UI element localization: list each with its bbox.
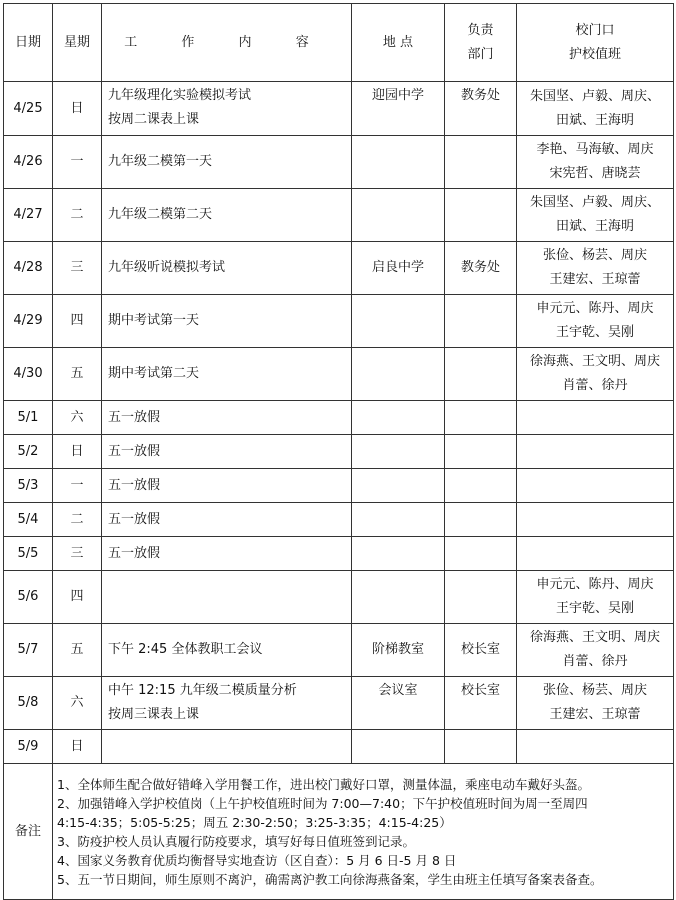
cell-dept [445,503,517,537]
cell-date: 4/28 [4,242,53,295]
cell-duty-line: 朱国坚、卢毅、周庆、 [529,195,660,210]
note-item: 4:15-4:35；5:05-5:25；周五 2:30-2:50；3:25-3:35；4:15-4:25） [57,814,452,830]
cell-date: 5/1 [4,401,53,435]
cell-weekday: 六 [53,677,102,730]
cell-dept: 校长室 [445,624,517,677]
cell-content [102,348,352,401]
cell-duty-line: 王宇乾、吴刚 [555,601,634,616]
cell-content-line: 九年级二模第一天 [108,154,213,169]
cell-weekday: 日 [53,730,102,764]
cell-duty [517,242,674,295]
table-row [4,677,674,730]
cell-dept: 校长室 [445,677,517,730]
cell-duty-line: 王宇乾、吴刚 [555,325,634,340]
note-item: 5、五一节日期间，师生原则不离沪，确需离沪教工向徐海燕备案，学生由班主任填写备案表备查。 [57,871,603,887]
table-row [4,503,674,537]
cell-duty [517,136,674,189]
cell-location [352,537,445,571]
cell-duty-line: 徐海燕、王文明、周庆 [529,354,660,369]
table-row [4,136,674,189]
header-dept-line1: 负责 [467,22,494,38]
cell-duty [517,469,674,503]
header-row [4,4,674,82]
cell-content [102,503,352,537]
cell-content-line: 五一放假 [108,477,161,493]
cell-content [102,242,352,295]
header-dept [445,4,517,82]
cell-content [102,189,352,242]
cell-duty-line: 肖蕾、徐丹 [562,378,628,393]
cell-location [352,435,445,469]
cell-content-line: 下午 2:45 全体教职工会议 [108,642,263,657]
cell-date: 5/7 [4,624,53,677]
cell-content-line: 按周三课表上课 [108,707,200,722]
cell-date: 4/27 [4,189,53,242]
cell-content [102,469,352,503]
cell-duty [517,503,674,537]
table-row [4,537,674,571]
cell-weekday: 一 [53,136,102,189]
header-date: 日期 [4,4,53,82]
cell-weekday: 五 [53,624,102,677]
cell-content [102,136,352,189]
cell-duty-line: 申元元、陈丹、周庆 [536,577,654,592]
cell-duty-line: 申元元、陈丹、周庆 [536,301,654,316]
cell-content-line: 五一放假 [108,545,161,561]
cell-duty-line: 王建宏、王琼蕾 [549,272,641,287]
cell-date: 5/8 [4,677,53,730]
cell-content [102,677,352,730]
cell-dept [445,730,517,764]
cell-dept [445,189,517,242]
cell-content-line: 期中考试第一天 [108,313,200,328]
table-row [4,624,674,677]
cell-content-line: 五一放假 [108,511,161,527]
cell-dept [445,537,517,571]
cell-duty [517,435,674,469]
cell-content [102,537,352,571]
header-dept-line2: 部门 [467,46,494,62]
cell-content [102,571,352,624]
cell-content-line: 按周二课表上课 [108,112,200,127]
cell-weekday: 一 [53,469,102,503]
header-duty-line2: 护校值班 [568,46,621,62]
cell-weekday: 六 [53,401,102,435]
cell-duty-line: 徐海燕、王文明、周庆 [529,630,660,645]
notes-content [53,764,674,900]
cell-duty [517,295,674,348]
cell-dept: 教务处 [445,242,517,295]
table-row [4,295,674,348]
cell-content [102,730,352,764]
table-row [4,82,674,136]
cell-duty-line: 田斌、王海明 [555,112,634,128]
cell-duty-line: 宋宪哲、唐晓芸 [549,166,641,181]
cell-location: 启良中学 [352,242,445,295]
cell-dept [445,136,517,189]
cell-content [102,624,352,677]
cell-weekday: 四 [53,571,102,624]
cell-content-line: 九年级理化实验模拟考试 [108,88,252,103]
cell-location [352,469,445,503]
cell-weekday: 三 [53,242,102,295]
note-item: 3、防疫护校人员认真履行防疫要求，填写好每日值班签到记录。 [57,833,415,849]
cell-location: 阶梯教室 [352,624,445,677]
notes-label: 备注 [4,764,53,900]
cell-content [102,295,352,348]
cell-duty [517,537,674,571]
cell-weekday: 日 [53,435,102,469]
cell-duty-line: 肖蕾、徐丹 [562,654,628,669]
cell-content [102,82,352,136]
cell-content-line: 九年级听说模拟考试 [108,260,226,275]
cell-date: 5/5 [4,537,53,571]
cell-dept [445,571,517,624]
cell-weekday: 日 [53,82,102,136]
cell-weekday: 二 [53,503,102,537]
cell-weekday: 五 [53,348,102,401]
cell-dept: 教务处 [445,82,517,136]
header-content: 工 作 内 容 [102,4,352,82]
note-item: 2、加强错峰入学护校值岗（上午护校值班时间为 7:00—7:40；下午护校值班时间为周一至周四 [57,795,588,811]
schedule-body [4,82,674,764]
cell-date: 5/2 [4,435,53,469]
cell-duty-line: 张俭、杨芸、周庆 [542,248,647,263]
cell-weekday: 四 [53,295,102,348]
cell-duty [517,677,674,730]
cell-duty [517,571,674,624]
header-duty-line1: 校门口 [575,22,615,38]
cell-dept [445,469,517,503]
cell-weekday: 二 [53,189,102,242]
cell-content-line: 五一放假 [108,409,161,425]
cell-date: 4/30 [4,348,53,401]
cell-location: 迎园中学 [352,82,445,136]
table-row [4,571,674,624]
table-row [4,348,674,401]
cell-duty [517,189,674,242]
schedule-table [3,3,674,900]
cell-duty [517,348,674,401]
cell-dept [445,295,517,348]
cell-duty-line: 田斌、王海明 [555,219,634,234]
cell-date: 5/6 [4,571,53,624]
header-duty [517,4,674,82]
note-item: 4、国家义务教育优质均衡督导实地查访（区自查）：5 月 6 日-5 月 8 日 [57,852,457,868]
cell-duty-line: 朱国坚、卢毅、周庆、 [529,88,660,104]
cell-content-line: 中午 12:15 九年级二模质量分析 [108,683,297,698]
cell-location [352,730,445,764]
cell-location [352,401,445,435]
cell-duty-line: 李艳、马海敏、周庆 [536,142,654,157]
cell-duty [517,624,674,677]
table-row [4,435,674,469]
cell-content-line: 九年级二模第二天 [108,207,213,222]
cell-content [102,401,352,435]
table-row [4,469,674,503]
cell-location [352,348,445,401]
cell-location [352,189,445,242]
cell-duty-line: 张俭、杨芸、周庆 [542,683,647,698]
notes-row [4,764,674,900]
table-row [4,401,674,435]
cell-content-line: 五一放假 [108,443,161,459]
header-weekday: 星期 [53,4,102,82]
note-item: 1、全体师生配合做好错峰入学用餐工作，进出校门戴好口罩，测量体温，乘座电动车戴好头盔。 [57,776,590,792]
cell-location [352,503,445,537]
table-row [4,242,674,295]
header-location: 地 点 [352,4,445,82]
cell-dept [445,401,517,435]
cell-location [352,571,445,624]
cell-duty [517,730,674,764]
cell-dept [445,435,517,469]
cell-duty [517,401,674,435]
cell-date: 5/3 [4,469,53,503]
cell-duty [517,82,674,136]
cell-date: 5/9 [4,730,53,764]
cell-dept [445,348,517,401]
cell-date: 4/29 [4,295,53,348]
cell-date: 5/4 [4,503,53,537]
cell-location [352,136,445,189]
cell-content [102,435,352,469]
cell-location: 会议室 [352,677,445,730]
cell-weekday: 三 [53,537,102,571]
cell-location [352,295,445,348]
cell-date: 4/25 [4,82,53,136]
table-row [4,189,674,242]
table-row [4,730,674,764]
cell-duty-line: 王建宏、王琼蕾 [549,707,641,722]
cell-date: 4/26 [4,136,53,189]
cell-content-line: 期中考试第二天 [108,366,200,381]
